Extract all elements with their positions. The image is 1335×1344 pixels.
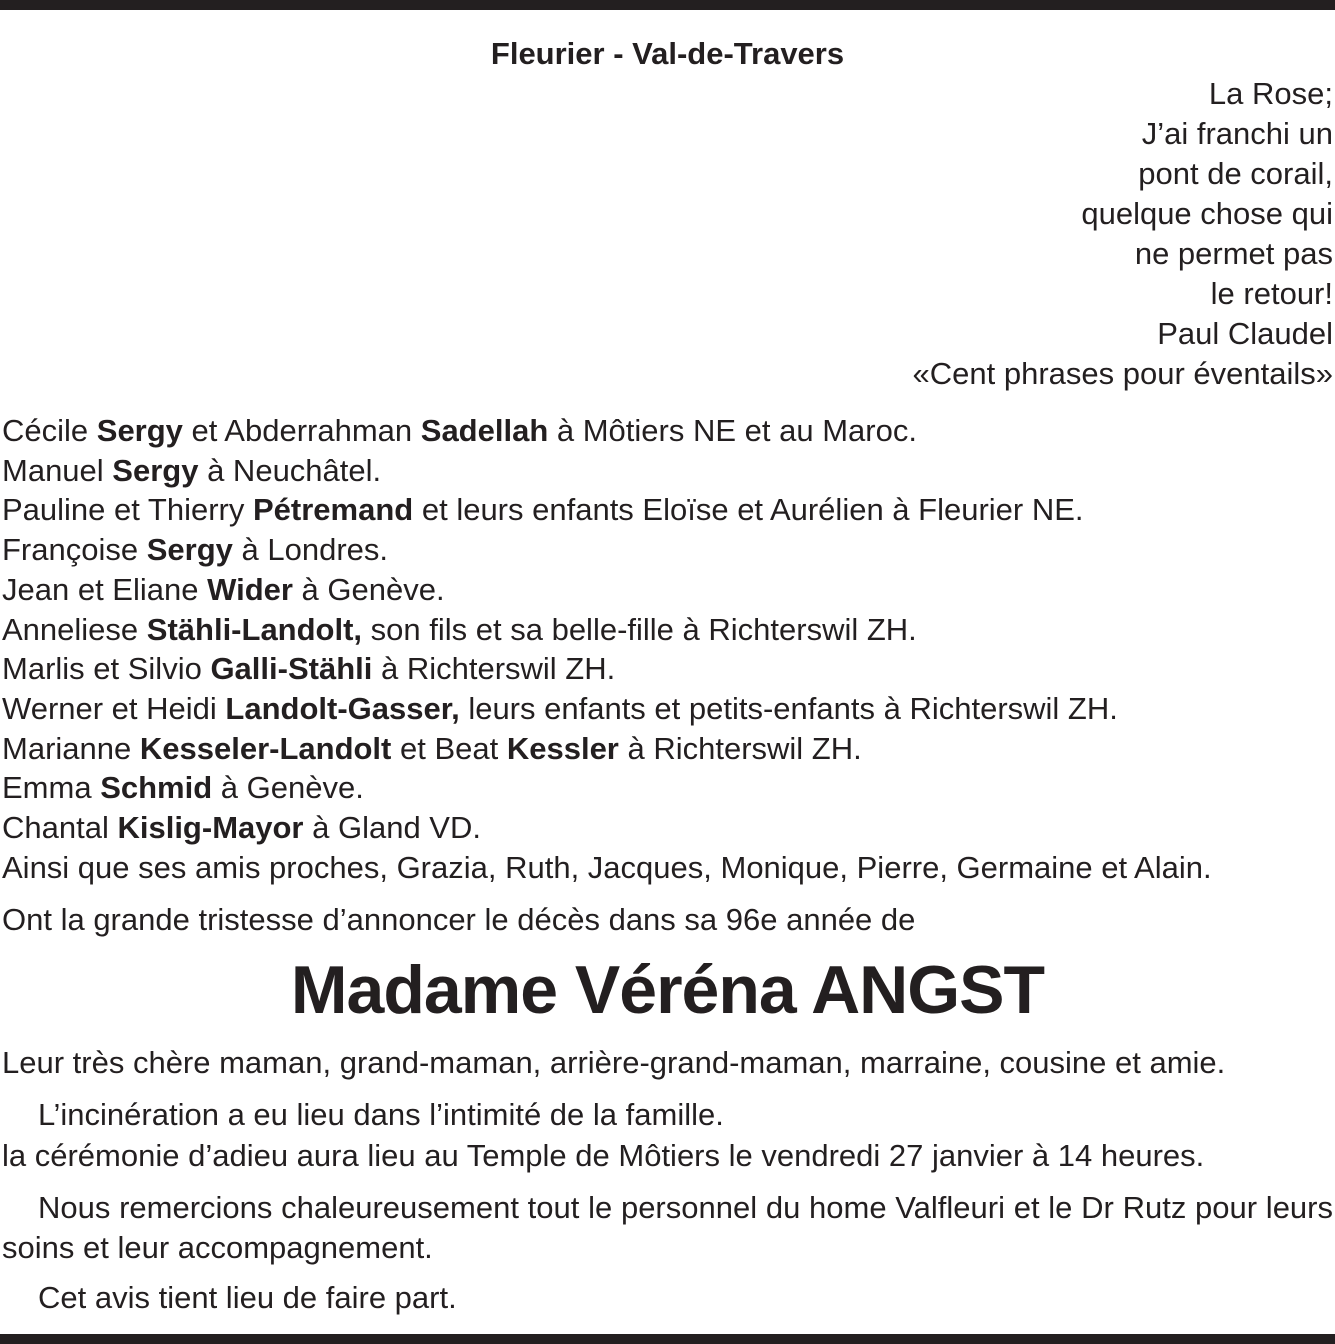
mourner-text: et leurs enfants Eloïse et Aurélien à Fleurier NE. [413,492,1084,528]
mourner-line [2,689,1212,729]
mourner-text: et Abderrahman [182,413,421,448]
mourner-text: à Londres. [232,532,389,568]
mourner-line [2,649,1212,689]
ceremony-text: la cérémonie d’adieu aura lieu au Temple de Môtiers le vendredi 27 janvier à 14 heures. [2,1138,1205,1173]
mourner-text: Emma [2,770,101,806]
mourner-line [2,570,1212,610]
location-heading: Fleurier - Val-de-Travers [490,36,845,71]
mourner-text: à Genève. [212,770,364,806]
mourner-surname: Sergy [96,413,183,448]
thanks-text: Nous remercions chaleureusement tout le personnel du home Valfleuri et le Dr Rutz pour leurs soins et leur accompagnement. [2,1190,1333,1265]
mourner-text: Werner et Heidi [2,690,226,726]
mourner-text: Manuel [2,452,113,488]
mourner-text: à Genève. [292,571,445,607]
poem-line: pont de corail, [1138,156,1333,191]
mourner-text: à Neuchâtel. [198,452,382,488]
poem-author: Paul Claudel [1157,316,1333,351]
mourner-surname: Landolt-Gasser, [225,690,460,726]
mourner-text: à Môtiers NE et au Maroc. [548,413,917,448]
mourner-text: et Beat [391,730,507,766]
mourner-line [2,411,1212,451]
mourner-line [2,530,1212,570]
mourner-text: à Richterswil ZH. [618,730,862,766]
bottom-rule [0,1334,1335,1344]
thanks-paragraph [2,1188,1333,1268]
mourner-text: à Gland VD. [303,810,481,846]
deceased-name: Madame Véréna ANGST [290,952,1045,1028]
mourner-text: Jean et Eliane [2,571,208,607]
mourner-text: à Richterswil ZH. [372,651,616,687]
poem-line: ne permet pas [1134,236,1333,271]
mourner-line [2,808,1212,848]
mourner-surname: Kesseler-Landolt [139,730,392,766]
mourner-text: Ainsi que ses amis proches, Grazia, Ruth, Jacques, Monique, Pierre, Germaine et Alain. [2,849,1212,885]
mourner-line [2,610,1212,650]
poem-source: «Cent phrases pour éventails» [912,356,1333,391]
mourners-list [2,411,1212,887]
mourner-text: Chantal [2,810,118,846]
mourner-line [2,729,1212,769]
poem-line: J’ai franchi un [1141,116,1333,151]
mourner-line [2,451,1212,491]
mourner-text: Cécile [2,413,97,448]
mourner-surname: Wider [207,571,293,607]
poem-line: La Rose; [1208,76,1333,111]
cremation-text: L’incinération a eu lieu dans l’intimité de la famille. [38,1097,724,1132]
mourner-surname: Pétremand [253,492,414,528]
mourner-surname: Sergy [112,452,199,488]
mourner-text: Françoise [2,532,147,568]
mourner-text: son fils et sa belle-fille à Richterswil ZH. [362,611,917,647]
epigraph-poem [913,74,1333,394]
mourner-text: leurs enfants et petits-enfants à Richterswil ZH. [459,690,1118,726]
mourner-surname: Galli-Stähli [210,651,373,687]
top-rule [0,0,1335,10]
mourner-surname: Sadellah [420,413,549,448]
mourner-line [2,768,1212,808]
mourner-text: Marianne [2,730,140,766]
mourner-text: Marlis et Silvio [2,651,211,687]
relation-text: Leur très chère maman, grand-maman, arrière-grand-maman, marraine, cousine et amie. [2,1045,1226,1080]
mourner-surname: Kislig-Mayor [117,810,304,846]
poem-line: quelque chose qui [1081,196,1333,231]
announcement-text: Ont la grande tristesse d’annoncer le décès dans sa 96e année de [2,902,916,937]
mourner-surname: Kessler [506,730,619,766]
closing-text: Cet avis tient lieu de faire part. [38,1280,457,1315]
mourner-line [2,490,1212,530]
mourner-surname: Schmid [100,770,213,806]
mourner-surname: Stähli-Landolt, [146,611,363,647]
mourner-line [2,848,1212,888]
mourner-surname: Sergy [146,532,233,568]
poem-line: le retour! [1210,276,1333,311]
mourner-text: Anneliese [2,611,147,647]
mourner-text: Pauline et Thierry [2,492,253,528]
